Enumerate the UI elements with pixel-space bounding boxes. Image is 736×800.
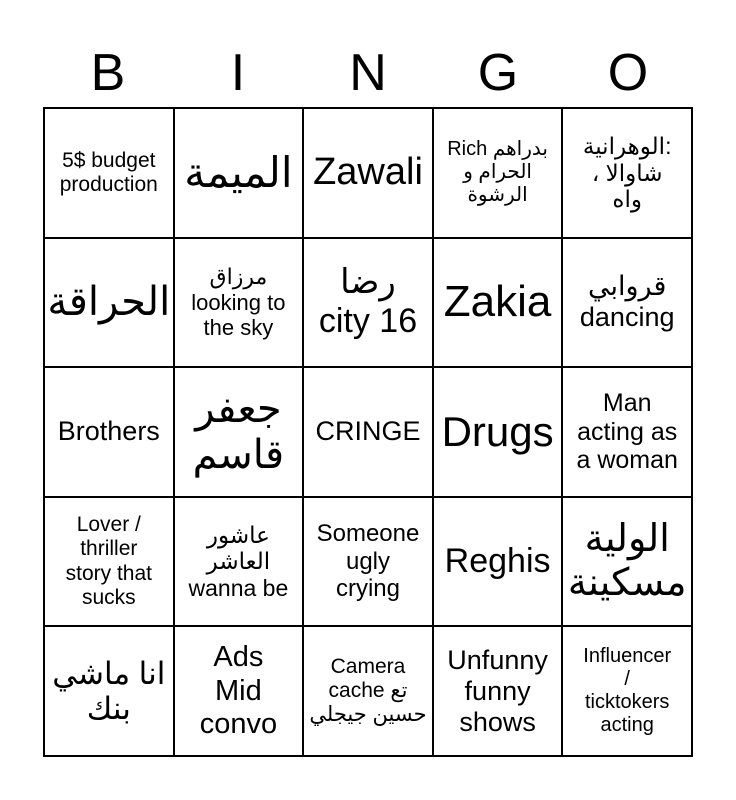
bingo-cell[interactable] [433,367,563,497]
bingo-cell[interactable] [433,626,563,756]
cell-text: انا ماشي بنك [52,655,166,727]
cell-text: CRINGE [315,416,421,447]
cell-text: قروابي dancing [579,271,675,333]
bingo-cell[interactable] [433,238,563,368]
cell-text: Someone ugly crying [316,520,420,603]
cell-text: Ads Mid convo [199,641,278,740]
cell-text: Man acting as a woman [576,388,678,475]
bingo-cell[interactable] [433,108,563,238]
bingo-header [43,40,693,106]
header-letter-o: O [607,44,649,102]
bingo-cell[interactable] [562,238,692,368]
header-letter-i: I [230,44,246,102]
cell-text: Rich بدراهم الحرام و الرشوة [447,138,548,207]
cell-text: الحراقة [47,280,171,325]
cell-text: الميمة [184,148,293,196]
cell-text: الوهرانية: ، شاوالا واه [582,133,672,213]
cell-text: Reghis [444,542,551,581]
bingo-cell[interactable] [174,626,304,756]
bingo-cell[interactable] [303,238,433,368]
bingo-cell[interactable] [562,497,692,627]
bingo-cell[interactable] [174,108,304,238]
cell-text: جعفر قاسم [192,386,285,477]
bingo-cell[interactable] [562,626,692,756]
cell-text: Camera cache تع حسين جيجلي [309,654,427,727]
header-letter-b: B [90,44,126,102]
bingo-cell[interactable] [303,367,433,497]
bingo-cell[interactable] [303,626,433,756]
header-letter-n: N [349,44,387,102]
cell-text: الولية مسكينة [567,517,687,604]
cell-text: Zakia [443,277,552,327]
header-letter-g: G [477,44,519,102]
cell-text: 5$ budget production [59,148,158,196]
cell-text: Unfunny funny shows [447,644,548,737]
bingo-cell[interactable] [562,108,692,238]
bingo-cell[interactable] [562,367,692,497]
bingo-cell[interactable] [44,497,174,627]
bingo-cell[interactable] [44,367,174,497]
cell-text: Zawali [313,150,423,193]
bingo-cell[interactable] [174,497,304,627]
bingo-cell[interactable] [303,108,433,238]
bingo-cell[interactable] [174,367,304,497]
bingo-cell[interactable] [44,238,174,368]
cell-text: رضا city 16 [318,263,418,341]
cell-text: عاشور العاشر wanna be [188,521,289,601]
cell-text: Lover / thriller story that sucks [65,513,152,609]
bingo-cell[interactable] [44,626,174,756]
cell-text: Drugs [441,407,554,455]
bingo-cell[interactable] [174,238,304,368]
bingo-board [43,107,693,757]
bingo-cell[interactable] [433,497,563,627]
cell-text: Influencer / ticktokers acting [583,645,672,737]
cell-text: Brothers [57,416,160,447]
bingo-cell[interactable] [44,108,174,238]
bingo-cell[interactable] [303,497,433,627]
cell-text: مرزاق looking to the sky [191,264,286,341]
